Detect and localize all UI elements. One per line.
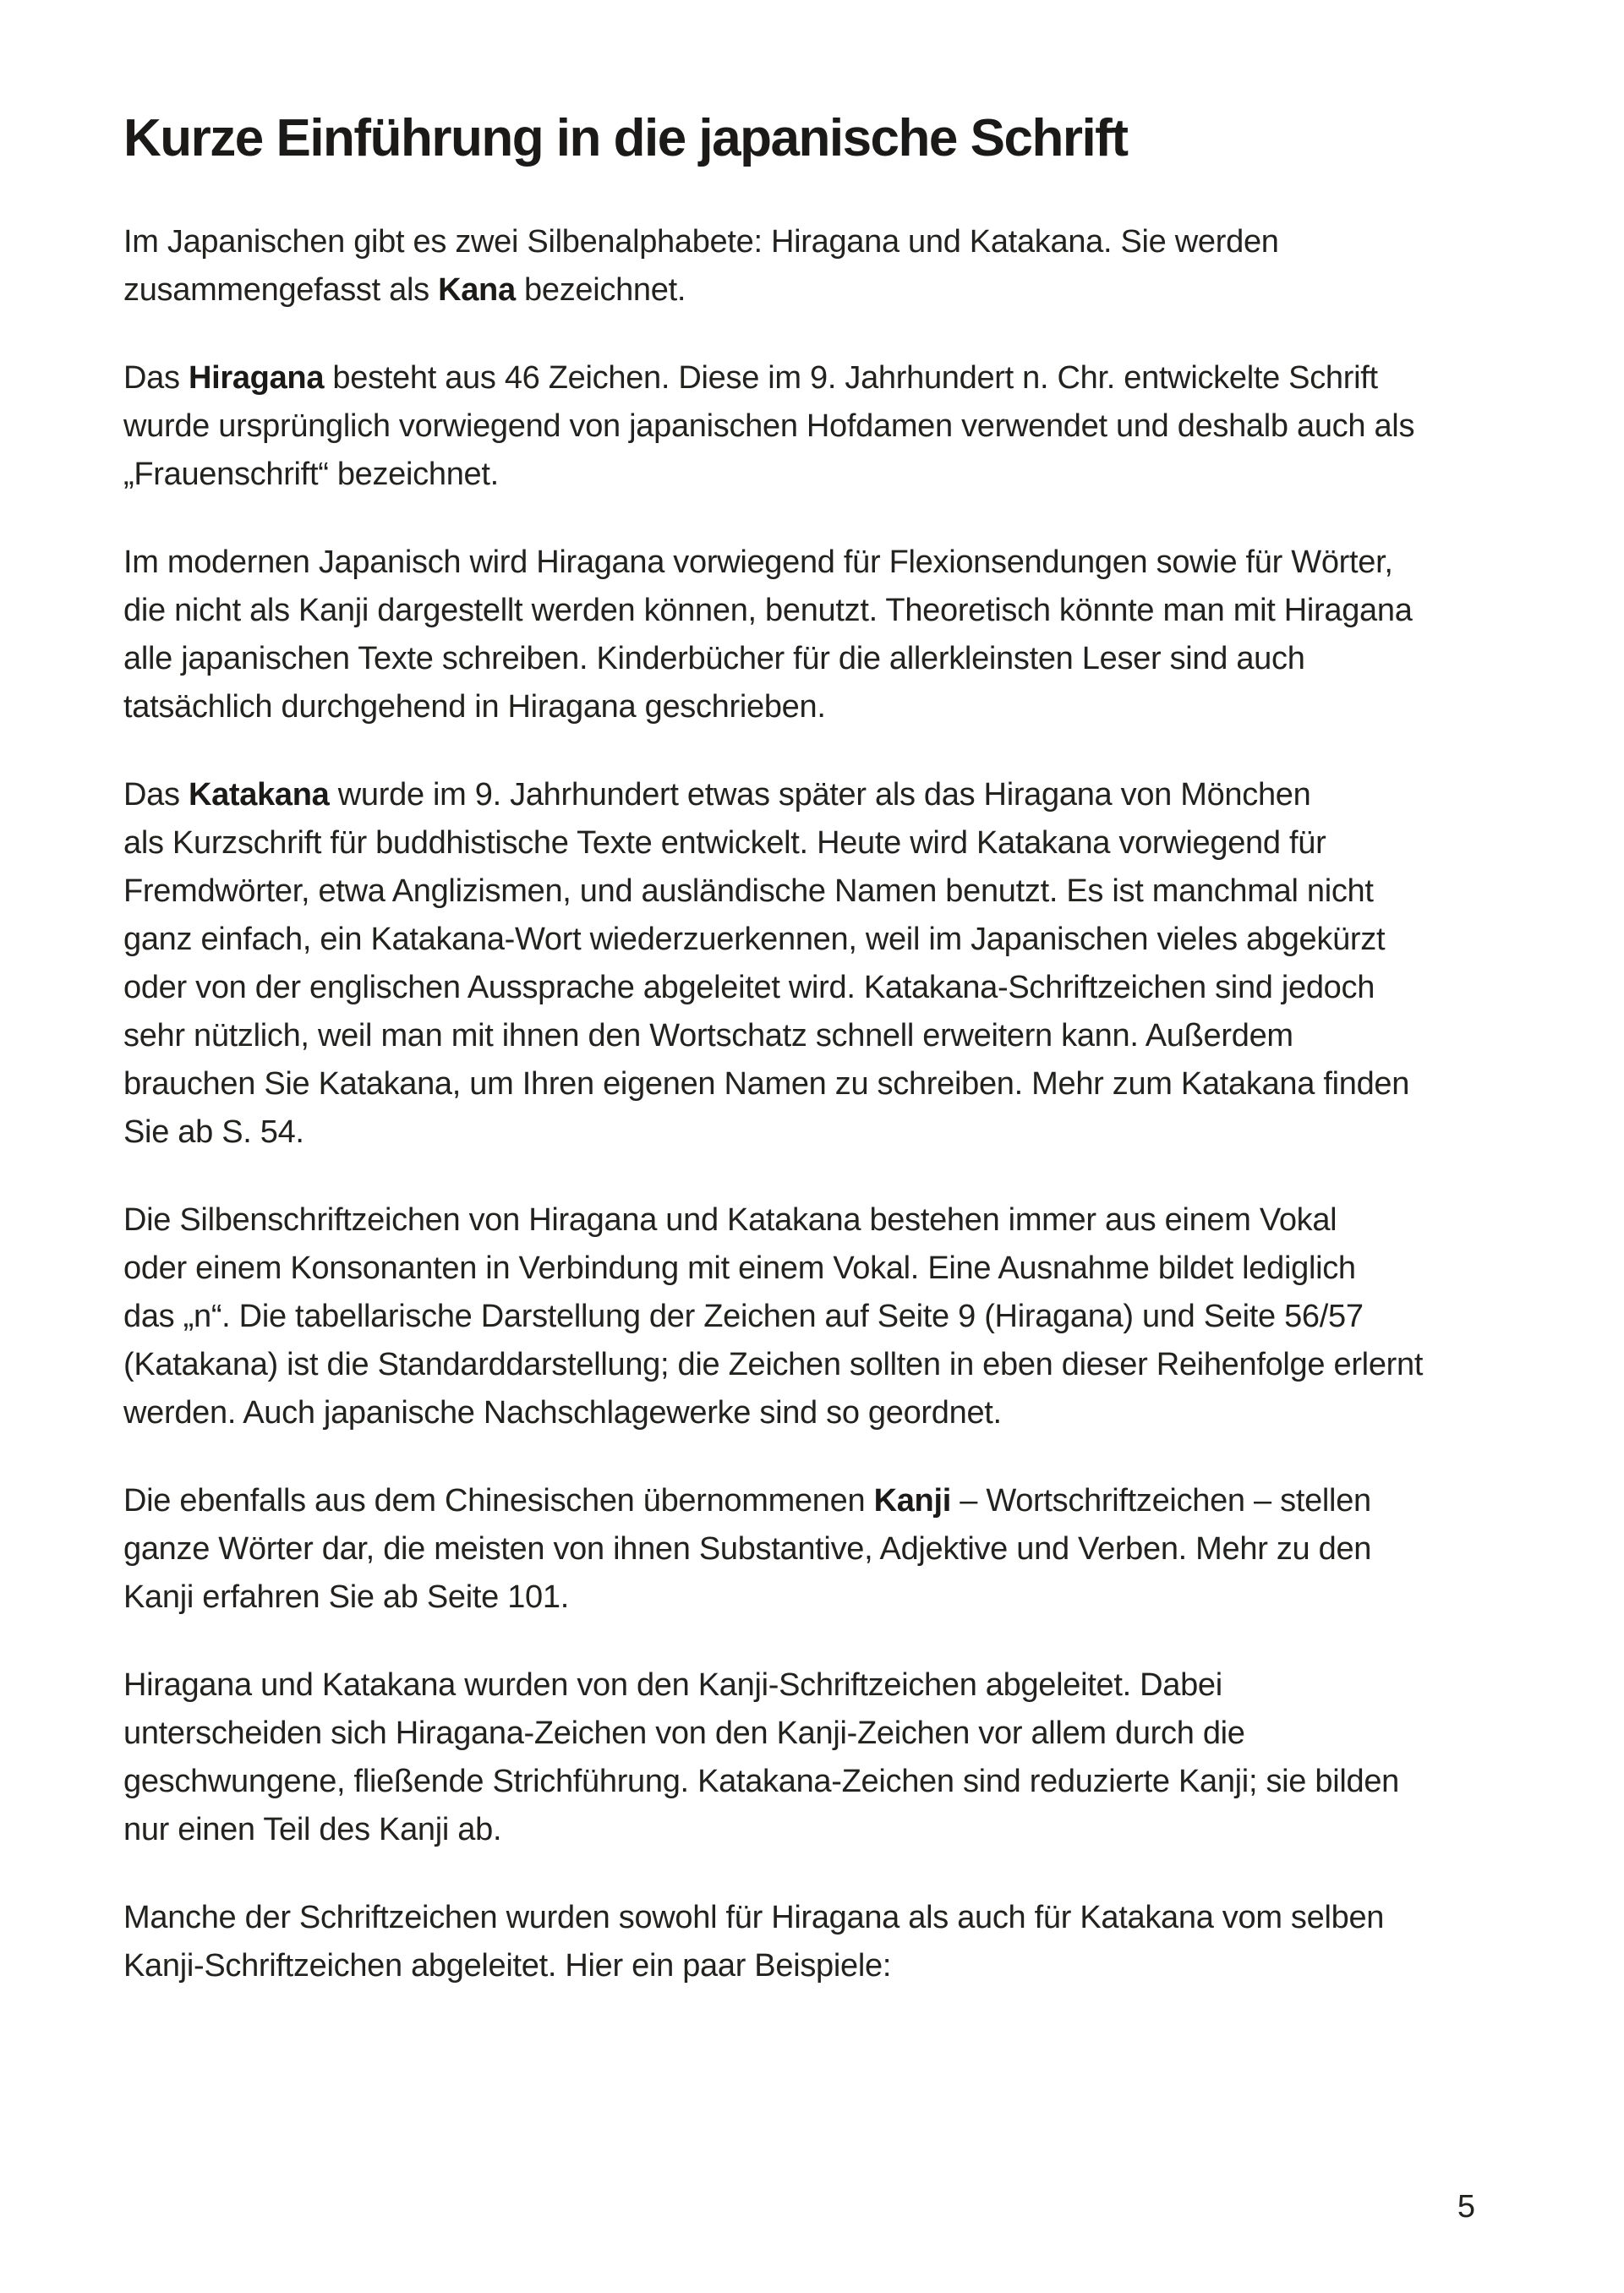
bold-term: Kanji xyxy=(873,1483,951,1519)
text-line: alle japanischen Texte schreiben. Kinderbücher für die allerkleinsten Leser sind auch xyxy=(123,641,1305,676)
paragraph xyxy=(123,1477,1493,1622)
text-line: die nicht als Kanji dargestellt werden können, benutzt. Theoretisch könnte man mit Hiragana xyxy=(123,593,1413,628)
bold-term: Hiragana xyxy=(188,360,325,396)
text-line: geschwungene, fließende Strichführung. Katakana-Zeichen sind reduzierte Kanji; sie bilden xyxy=(123,1764,1400,1799)
text-line: Sie ab S. 54. xyxy=(123,1114,304,1150)
text-line: zusammengefasst als Kana bezeichnet. xyxy=(123,272,686,308)
text-line: ganz einfach, ein Katakana-Wort wiederzuerkennen, weil im Japanischen vieles abgekürzt xyxy=(123,922,1386,957)
page-title: Kurze Einführung in die japanische Schrift xyxy=(123,109,1128,167)
text-line: Kanji erfahren Sie ab Seite 101. xyxy=(123,1579,569,1615)
text-line: als Kurzschrift für buddhistische Texte entwickelt. Heute wird Katakana vorwiegend für xyxy=(123,825,1326,861)
paragraph xyxy=(123,218,1493,315)
paragraph xyxy=(123,1661,1493,1854)
text-line: Die ebenfalls aus dem Chinesischen übernommenen Kanji – Wortschriftzeichen – stellen xyxy=(123,1483,1371,1519)
text-line: werden. Auch japanische Nachschlagewerke sind so geordnet. xyxy=(123,1395,1002,1431)
text-line: sehr nützlich, weil man mit ihnen den Wortschatz schnell erweitern kann. Außerdem xyxy=(123,1018,1293,1053)
text-line: Das Katakana wurde im 9. Jahrhundert etwas später als das Hiragana von Mönchen xyxy=(123,777,1311,813)
page-number: 5 xyxy=(1457,2189,1475,2225)
text-line: Im Japanischen gibt es zwei Silbenalphabete: Hiragana und Katakana. Sie werden xyxy=(123,224,1279,260)
text-line: Fremdwörter, etwa Anglizismen, und ausländische Namen benutzt. Es ist manchmal nicht xyxy=(123,873,1374,909)
text-line: „Frauenschrift“ bezeichnet. xyxy=(123,457,499,492)
text-line: Das Hiragana besteht aus 46 Zeichen. Diese im 9. Jahrhundert n. Chr. entwickelte Schrift xyxy=(123,360,1378,396)
text-line: oder von der englischen Aussprache abgeleitet wird. Katakana-Schriftzeichen sind jedoch xyxy=(123,970,1375,1005)
text-line: Kanji-Schriftzeichen abgeleitet. Hier ein paar Beispiele: xyxy=(123,1948,892,1984)
paragraph xyxy=(123,1894,1493,1990)
text-line: oder einem Konsonanten in Verbindung mit einem Vokal. Eine Ausnahme bildet lediglich xyxy=(123,1250,1356,1286)
text-line: nur einen Teil des Kanji ab. xyxy=(123,1812,502,1847)
text-line: (Katakana) ist die Standarddarstellung; die Zeichen sollten in eben dieser Reihenfolge erlernt xyxy=(123,1347,1424,1382)
paragraph xyxy=(123,539,1493,731)
bold-term: Kana xyxy=(438,272,516,308)
text-line: Manche der Schriftzeichen wurden sowohl für Hiragana als auch für Katakana vom selben xyxy=(123,1900,1385,1935)
paragraph xyxy=(123,354,1493,499)
text-line: brauchen Sie Katakana, um Ihren eigenen Namen zu schreiben. Mehr zum Katakana finden xyxy=(123,1066,1410,1102)
paragraph xyxy=(123,771,1493,1157)
bold-term: Katakana xyxy=(188,777,330,813)
text-line: tatsächlich durchgehend in Hiragana geschrieben. xyxy=(123,689,826,725)
page-content xyxy=(123,108,1493,1990)
paragraph xyxy=(123,1196,1493,1437)
text-line: Die Silbenschriftzeichen von Hiragana und Katakana bestehen immer aus einem Vokal xyxy=(123,1202,1337,1238)
text-line: ganze Wörter dar, die meisten von ihnen Substantive, Adjektive und Verben. Mehr zu den xyxy=(123,1531,1372,1567)
text-line: Hiragana und Katakana wurden von den Kanji-Schriftzeichen abgeleitet. Dabei xyxy=(123,1667,1222,1703)
body-text xyxy=(123,218,1493,1990)
text-line: unterscheiden sich Hiragana-Zeichen von den Kanji-Zeichen vor allem durch die xyxy=(123,1716,1245,1751)
text-line: wurde ursprünglich vorwiegend von japanischen Hofdamen verwendet und deshalb auch als xyxy=(123,408,1415,444)
text-line: das „n“. Die tabellarische Darstellung der Zeichen auf Seite 9 (Hiragana) und Seite 56/57 xyxy=(123,1299,1364,1334)
text-line: Im modernen Japanisch wird Hiragana vorwiegend für Flexionsendungen sowie für Wörter, xyxy=(123,545,1393,580)
